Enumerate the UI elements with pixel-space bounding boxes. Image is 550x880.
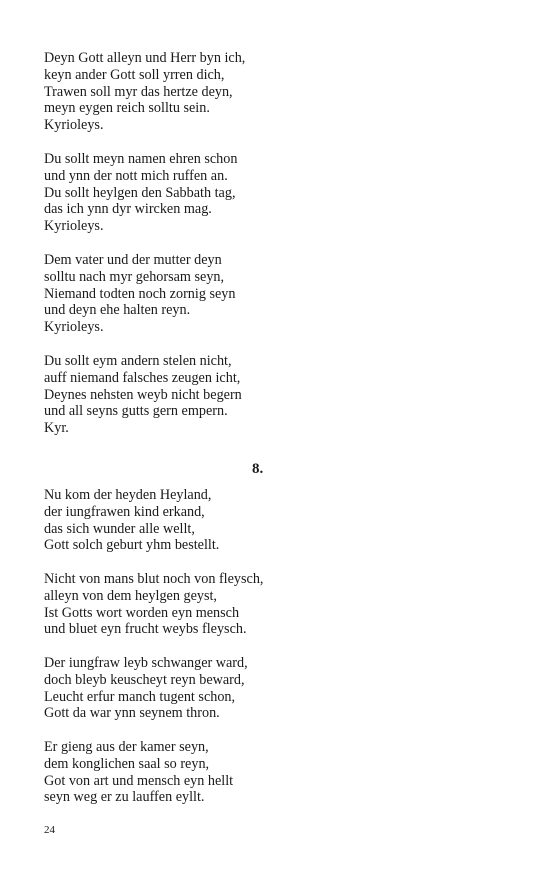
verse-line: Niemand todten noch zornig seyn <box>44 285 236 302</box>
verse-line: keyn ander Gott soll yrren dich, <box>44 66 225 83</box>
stanza-2 <box>44 151 237 235</box>
verse-line: Got von art und mensch eyn hellt <box>44 772 234 789</box>
verse-line: Gott da war ynn seynem thron. <box>44 705 220 722</box>
verse-line: Gott solch geburt yhm bestellt. <box>44 537 220 554</box>
stanza-1 <box>44 50 245 134</box>
verse-line: das sich wunder alle wellt, <box>44 520 195 537</box>
refrain-line: Kyrioleys. <box>44 319 104 336</box>
verse-line: der iungfrawen kind erkand, <box>44 503 205 520</box>
verse-line: Er gieng aus der kamer seyn, <box>44 739 209 755</box>
hymn-8-stanza-4 <box>44 739 233 806</box>
verse-line: und bluet eyn frucht weybs fleysch. <box>44 621 247 638</box>
verse-line: meyn eygen reich solltu sein. <box>44 100 210 117</box>
verse-line: und all seyns gutts gern empern. <box>44 403 228 420</box>
verse-line: auff niemand falsches zeugen icht, <box>44 369 241 386</box>
verse-line: das ich ynn dyr wircken mag. <box>44 201 212 218</box>
stanza-4 <box>44 353 242 437</box>
verse-line: alleyn von dem heylgen geyst, <box>44 587 217 604</box>
verse-line: Dem vater und der mutter deyn <box>44 252 222 268</box>
verse-line: Deyn Gott alleyn und Herr byn ich, <box>44 50 246 66</box>
verse-line: Der iungfraw leyb schwanger ward, <box>44 655 248 671</box>
refrain-line: Kyr. <box>44 420 69 437</box>
hymn-8-stanza-3 <box>44 655 248 722</box>
verse-line: Trawen soll myr das hertze deyn, <box>44 83 233 100</box>
verse-line: und deyn ehe halten reyn. <box>44 302 191 319</box>
verse-line: Du sollt heylgen den Sabbath tag, <box>44 184 236 201</box>
verse-line: dem konglichen saal so reyn, <box>44 755 210 772</box>
verse-line: Du sollt eym andern stelen nicht, <box>44 353 232 369</box>
verse-line: doch bleyb keuscheyt reyn beward, <box>44 671 245 688</box>
verse-line: Deynes nehsten weyb nicht begern <box>44 386 242 403</box>
page-number: 24 <box>44 824 55 836</box>
verse-line: Leucht erfur manch tugent schon, <box>44 688 236 705</box>
hymn-number: 8. <box>252 461 264 477</box>
verse-line: seyn weg er zu lauffen eyllt. <box>44 789 205 806</box>
refrain-line: Kyrioleys. <box>44 117 104 134</box>
verse-line: solltu nach myr gehorsam seyn, <box>44 268 225 285</box>
refrain-line: Kyrioleys. <box>44 218 104 235</box>
verse-line: und ynn der nott mich ruffen an. <box>44 167 228 184</box>
stanza-3 <box>44 252 235 336</box>
hymn-8-stanza-1 <box>44 487 219 554</box>
verse-line: Du sollt meyn namen ehren schon <box>44 151 238 167</box>
verse-line: Ist Gotts wort worden eyn mensch <box>44 604 240 621</box>
hymn-8-stanza-2 <box>44 571 263 638</box>
verse-line: Nicht von mans blut noch von fleysch, <box>44 571 264 587</box>
verse-line: Nu kom der heyden Heyland, <box>44 487 212 503</box>
